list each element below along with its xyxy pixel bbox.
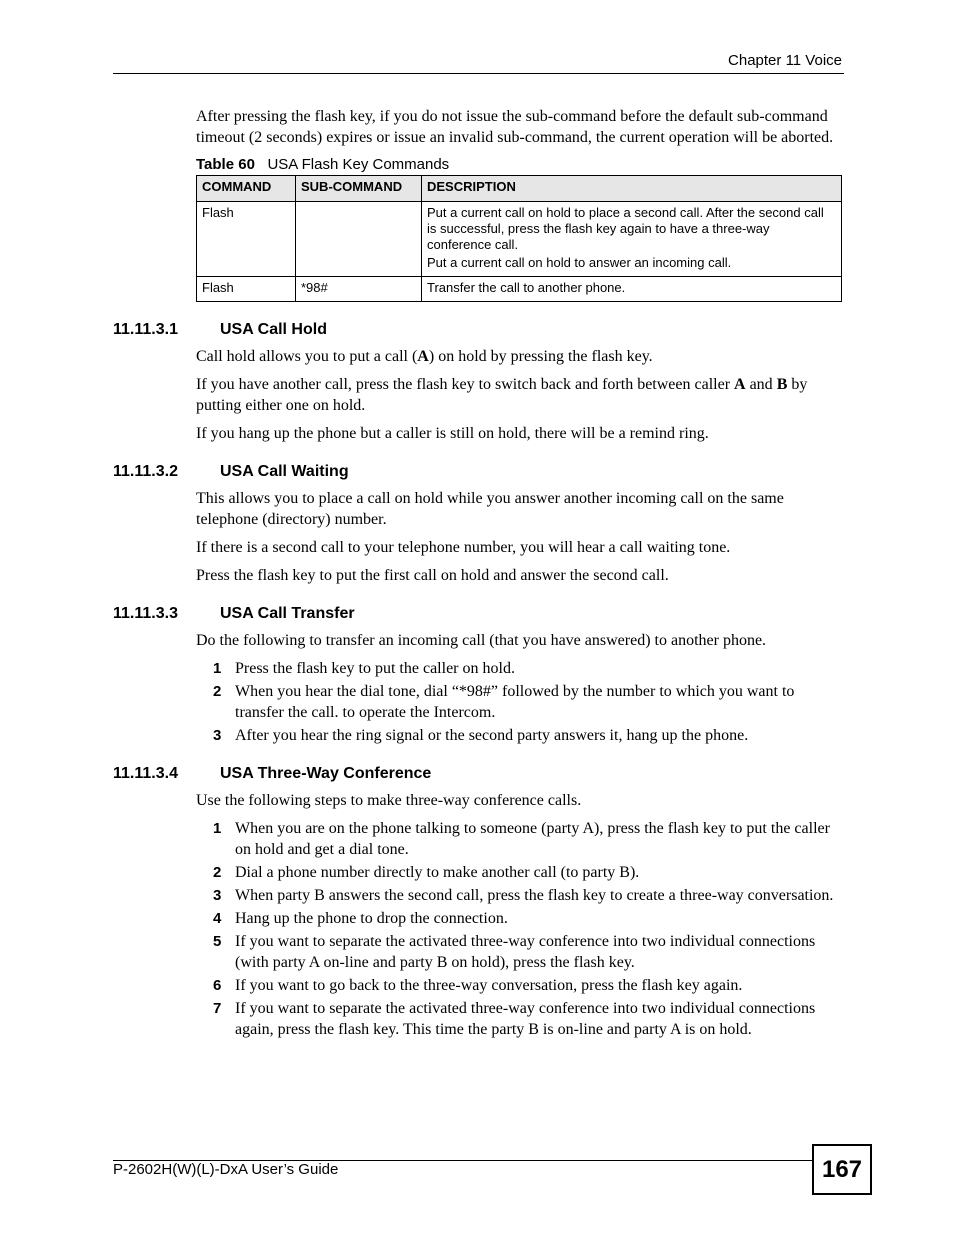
description-text: Put a current call on hold to answer an incoming call. [427, 255, 732, 270]
call-transfer-paragraph: Do the following to transfer an incoming call (that you have answered) to another phone. [196, 632, 767, 649]
section-title: USA Call Transfer [220, 605, 355, 622]
call-waiting-paragraph-2: If there is a second call to your telephone number, you will hear a call waiting tone. [196, 539, 731, 556]
list-item [196, 931, 844, 973]
running-header: Chapter 11 Voice [728, 52, 842, 69]
call-hold-paragraph-2 [196, 374, 844, 416]
section-number: 11.11.3.1 [113, 321, 178, 338]
section-heading-three-way-conference [113, 764, 844, 783]
list-item [196, 885, 844, 906]
table-caption-label: Table 60 [196, 156, 255, 173]
list-item [196, 975, 844, 996]
step-text: When you hear the dial tone, dial “*98#” followed by the number to which you want to transfer the call. to operate the Intercom. [235, 683, 795, 721]
section-number: 11.11.3.3 [113, 605, 178, 622]
text-run: by putting either one on hold. [196, 376, 808, 414]
cell-command: Flash [197, 202, 296, 277]
caller-a-label: A [417, 348, 429, 365]
cell-description [422, 202, 842, 277]
intro-paragraph: After pressing the flash key, if you do not issue the sub-command before the default sub-command timeout (2 seconds) expires or issue an invalid sub-command, the current operation will be aborted. [196, 108, 834, 146]
step-number: 3 [213, 727, 222, 744]
list-item [196, 908, 844, 929]
step-number: 1 [213, 660, 222, 677]
call-waiting-paragraph-3: Press the flash key to put the first call on hold and answer the second call. [196, 567, 669, 584]
cell-sub-command [296, 202, 422, 277]
table-caption [196, 156, 844, 173]
section-heading-call-transfer [113, 604, 844, 623]
page-content [113, 106, 844, 1047]
step-text: If you want to separate the activated three-way conference into two individual connections (with party A on-line and party B on hold), press the flash key. [235, 933, 816, 971]
section-title: USA Call Hold [220, 321, 327, 338]
step-text: Press the flash key to put the caller on hold. [235, 660, 515, 677]
call-hold-paragraph-1 [196, 346, 844, 367]
list-item [196, 658, 844, 679]
caller-b-label: B [776, 376, 788, 393]
step-text: When you are on the phone talking to someone (party A), press the flash key to put the caller on hold and get a dial tone. [235, 820, 830, 858]
description-text: Transfer the call to another phone. [427, 280, 626, 295]
step-text: After you hear the ring signal or the second party answers it, hang up the phone. [235, 727, 749, 744]
call-waiting-paragraph-1: This allows you to place a call on hold while you answer another incoming call on the same telephone (directory) number. [196, 490, 784, 528]
call-transfer-steps [196, 658, 844, 746]
section-number: 11.11.3.4 [113, 765, 178, 782]
text-run: Call hold allows you to put a call ( [196, 348, 418, 365]
cell-description [422, 277, 842, 302]
step-number: 4 [213, 910, 222, 927]
step-text: When party B answers the second call, press the flash key to create a three-way conversation. [235, 887, 834, 904]
footer-guide-title: P-2602H(W)(L)-DxA User’s Guide [113, 1161, 339, 1178]
header-command: COMMAND [197, 176, 296, 202]
step-number: 5 [213, 933, 222, 950]
table-row [197, 202, 842, 277]
list-item [196, 998, 844, 1040]
step-text: Dial a phone number directly to make another call (to party B). [235, 864, 640, 881]
header-sub-command: SUB-COMMAND [296, 176, 422, 202]
description-text: Put a current call on hold to place a second call. After the second call is successful, press the flash key again to have a three-way conference call. [427, 205, 824, 252]
cell-command: Flash [197, 277, 296, 302]
table-row [197, 277, 842, 302]
three-way-paragraph: Use the following steps to make three-way conference calls. [196, 792, 582, 809]
list-item [196, 862, 844, 883]
text-run: If you have another call, press the flash key to switch back and forth between caller [196, 376, 735, 393]
flash-key-table [196, 175, 842, 302]
step-text: If you want to separate the activated three-way conference into two individual connections again, press the flash key. This time the party B is on-line and party A is on hold. [235, 1000, 816, 1038]
cell-sub-command: *98# [296, 277, 422, 302]
step-number: 6 [213, 977, 222, 994]
table-caption-title: USA Flash Key Commands [267, 156, 450, 173]
section-number: 11.11.3.2 [113, 463, 178, 480]
list-item [196, 818, 844, 860]
section-title: USA Three-Way Conference [220, 765, 432, 782]
step-text: If you want to go back to the three-way conversation, press the flash key again. [235, 977, 743, 994]
page-number: 167 [812, 1144, 872, 1195]
section-title: USA Call Waiting [220, 463, 349, 480]
step-number: 2 [213, 864, 222, 881]
text-run: ) on hold by pressing the flash key. [428, 348, 653, 365]
call-hold-paragraph-3: If you hang up the phone but a caller is still on hold, there will be a remind ring. [196, 425, 709, 442]
step-text: Hang up the phone to drop the connection. [235, 910, 508, 927]
table-header-row [197, 176, 842, 202]
header-description: DESCRIPTION [422, 176, 842, 202]
three-way-steps [196, 818, 844, 1040]
header-rule [113, 73, 844, 74]
step-number: 3 [213, 887, 222, 904]
caller-a-label: A [734, 376, 746, 393]
list-item [196, 681, 844, 723]
section-heading-call-hold [113, 320, 844, 339]
step-number: 7 [213, 1000, 222, 1017]
step-number: 1 [213, 820, 222, 837]
step-number: 2 [213, 683, 222, 700]
list-item [196, 725, 844, 746]
section-heading-call-waiting [113, 462, 844, 481]
text-run: and [745, 376, 777, 393]
